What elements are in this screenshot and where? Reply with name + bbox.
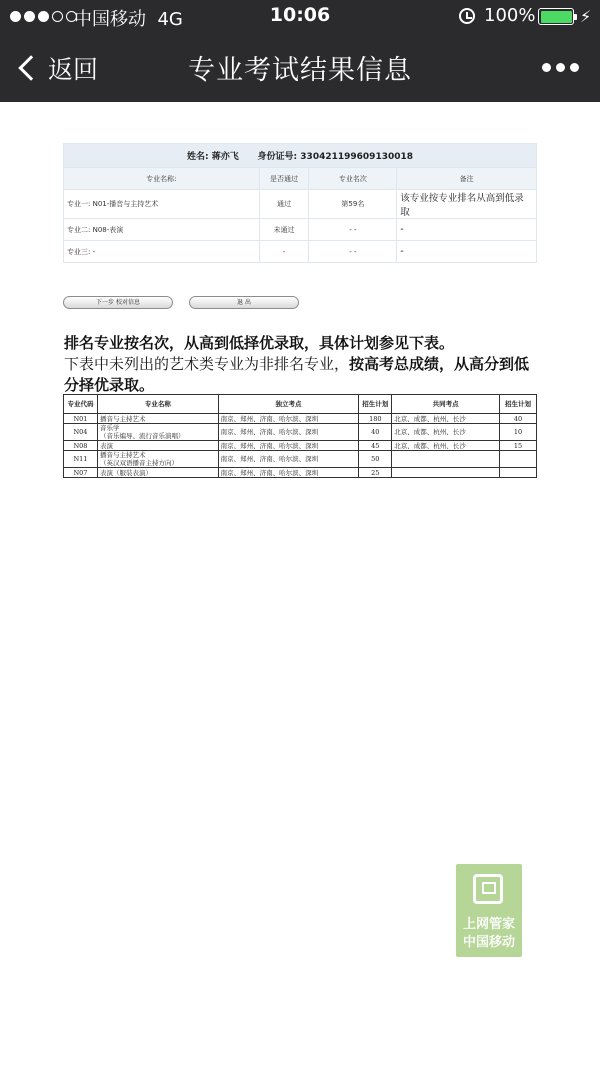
plan-cell: 25 — [359, 468, 392, 478]
passed-cell: 通过 — [259, 190, 309, 219]
major-cell: 专业二: N08-表演 — [64, 219, 260, 241]
independent-cell: 南京、郑州、济南、哈尔滨、深圳 — [218, 451, 359, 468]
battery-level — [541, 11, 572, 23]
rank-cell: - - — [309, 241, 397, 263]
majors-header-row — [64, 395, 537, 414]
column-header: 专业名次 — [309, 168, 397, 190]
name-cell: 表演（服装表演） — [97, 468, 218, 478]
plan-cell: 45 — [359, 441, 392, 451]
battery-percent: 100% — [484, 5, 536, 26]
joint-cell: 北京、成都、杭州、长沙 — [392, 414, 500, 424]
info-line-2a: 下表中未列出的艺术类专业为非排名专业， — [64, 355, 350, 373]
plan-cell — [500, 468, 537, 478]
id-number: 330421199609130018 — [300, 152, 414, 162]
note-cell: - — [397, 219, 537, 241]
candidate-name: 蒋亦飞 — [211, 152, 239, 162]
name-cell: 播音与主持艺术 （英汉双语播音主持方向） — [97, 451, 218, 468]
independent-cell: 南京、郑州、济南、哈尔滨、深圳 — [218, 414, 359, 424]
rank-cell: - - — [309, 219, 397, 241]
network-type: 4G — [157, 9, 183, 30]
charging-icon: ⚡ — [580, 7, 592, 26]
top-bar — [0, 0, 600, 102]
plan-cell: 40 — [500, 414, 537, 424]
table-row — [64, 241, 537, 263]
alarm-icon — [459, 8, 475, 24]
column-header: 招生计划 — [500, 395, 537, 414]
major-cell: 专业三: - — [64, 241, 260, 263]
table-row — [64, 468, 537, 478]
column-header: 专业名称 — [97, 395, 218, 414]
plan-cell: 50 — [359, 451, 392, 468]
column-header: 是否通过 — [259, 168, 309, 190]
next-verify-button[interactable]: 下一步 校对信息 — [63, 296, 173, 309]
code-cell: N01 — [64, 414, 98, 424]
nav-bar — [0, 34, 600, 102]
mobile-manager-watermark — [456, 864, 522, 957]
major-cell: 专业一: N01-播音与主持艺术 — [64, 190, 260, 219]
carrier-name: 中国移动 4G — [74, 9, 183, 30]
table-row — [64, 414, 537, 424]
column-header: 专业代码 — [64, 395, 98, 414]
candidate-row — [64, 144, 537, 168]
id-label: 身份证号: — [257, 152, 298, 162]
table-row — [64, 190, 537, 219]
plan-cell: 10 — [500, 424, 537, 441]
name-cell: 音乐学 （音乐编导、流行音乐演唱） — [97, 424, 218, 441]
result-table — [63, 143, 537, 263]
column-header: 招生计划 — [359, 395, 392, 414]
passed-cell: 未通过 — [259, 219, 309, 241]
joint-cell: 北京、成都、杭州、长沙 — [392, 424, 500, 441]
note-cell: - — [397, 241, 537, 263]
table-row — [64, 219, 537, 241]
code-cell: N07 — [64, 468, 98, 478]
exit-button[interactable]: 退 出 — [189, 296, 299, 309]
column-header: 独立考点 — [218, 395, 359, 414]
rank-cell: 第59名 — [309, 190, 397, 219]
column-header: 共同考点 — [392, 395, 500, 414]
majors-table — [63, 394, 537, 478]
status-time: 10:06 — [269, 4, 331, 26]
column-header: 备注 — [397, 168, 537, 190]
joint-cell — [392, 468, 500, 478]
more-options-icon[interactable] — [542, 63, 579, 72]
plan-cell: 40 — [359, 424, 392, 441]
plan-cell — [500, 451, 537, 468]
info-line-1: 排名专业按名次，从高到低择优录取，具体计划参见下表。 — [64, 334, 455, 352]
independent-cell: 南京、郑州、济南、哈尔滨、深圳 — [218, 441, 359, 451]
column-header: 专业名称: — [64, 168, 260, 190]
plan-cell: 15 — [500, 441, 537, 451]
info-line-2b: 按高考总成绩，从高分到低分择优录取。 — [64, 355, 530, 394]
back-label: 返回 — [48, 55, 99, 84]
battery-icon — [538, 8, 574, 25]
admission-info — [64, 333, 544, 396]
table-row — [64, 451, 537, 468]
note-cell: 该专业按专业排名从高到低录取 — [397, 190, 537, 219]
joint-cell — [392, 451, 500, 468]
name-cell: 表演 — [97, 441, 218, 451]
result-header-row — [64, 168, 537, 190]
fuel-pump-icon — [473, 874, 503, 904]
code-cell: N11 — [64, 451, 98, 468]
watermark-line-2: 中国移动 — [462, 935, 515, 950]
code-cell: N04 — [64, 424, 98, 441]
table-row — [64, 424, 537, 441]
code-cell: N08 — [64, 441, 98, 451]
name-cell: 播音与主持艺术 — [97, 414, 218, 424]
name-label: 姓名: — [186, 152, 209, 162]
watermark-line-1: 上网管家 — [462, 917, 515, 932]
independent-cell: 南京、郑州、济南、哈尔滨、深圳 — [218, 424, 359, 441]
joint-cell: 北京、成都、杭州、长沙 — [392, 441, 500, 451]
page-title: 专业考试结果信息 — [188, 55, 412, 86]
independent-cell: 南京、郑州、济南、哈尔滨、深圳 — [218, 468, 359, 478]
passed-cell: - — [259, 241, 309, 263]
status-bar — [0, 0, 600, 34]
plan-cell: 180 — [359, 414, 392, 424]
table-row — [64, 441, 537, 451]
